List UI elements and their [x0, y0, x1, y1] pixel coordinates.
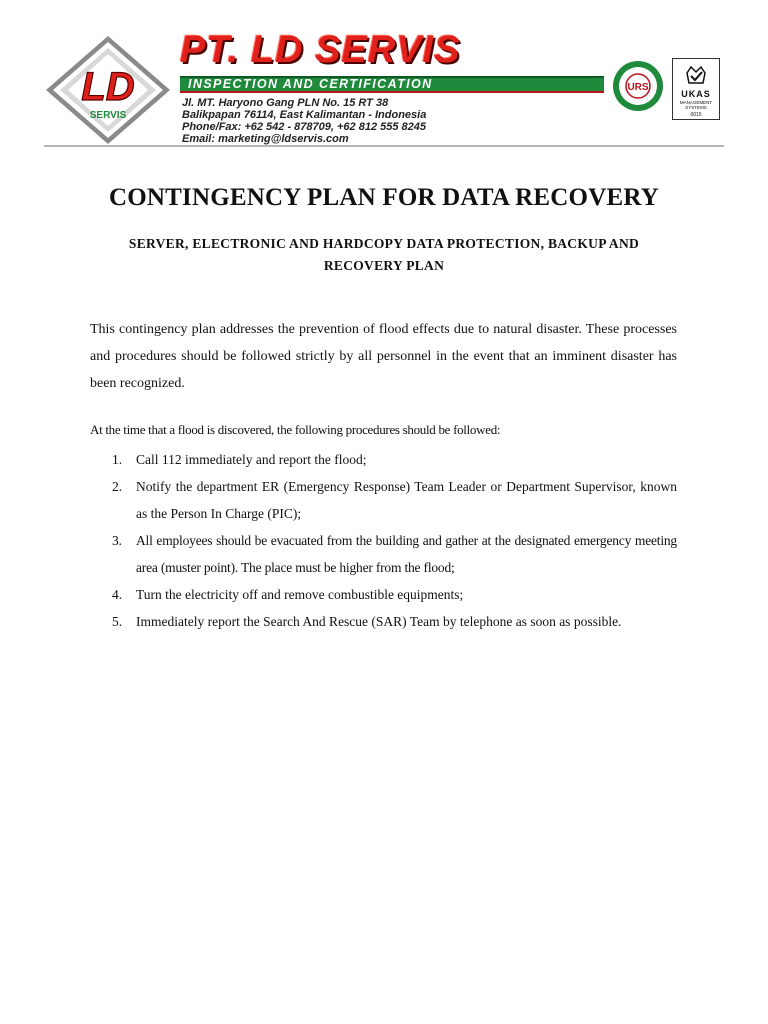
procedure-lead: At the time that a flood is discovered, the following procedures should be followed:	[90, 422, 501, 437]
procedure-list	[90, 446, 677, 635]
logo-text: LD	[81, 65, 135, 109]
list-text: Turn the electricity off and remove combustible equipments;	[136, 587, 464, 602]
list-number: 3.	[112, 533, 122, 548]
list-text: Immediately report the Search And Rescue (SAR) Team by telephone as soon as possible.	[136, 614, 622, 629]
intro-paragraph: This contingency plan addresses the prevention of flood effects due to natural disaster. These processes and procedures should be followed strictly by all personnel in the event that an imminent disaster has been recognized.	[90, 322, 677, 391]
ukas-label: UKAS	[681, 89, 711, 99]
list-item	[90, 446, 677, 473]
address-line-2: Balikpapan 76114, East Kalimantan - Indonesia	[182, 109, 427, 121]
company-name: PT. LD SERVIS	[180, 29, 461, 71]
certification-seal-icon	[612, 58, 664, 116]
address-line-1: Jl. MT. Haryono Gang PLN No. 15 RT 38	[182, 97, 389, 109]
email-address: Email: marketing@ldservis.com	[182, 133, 349, 145]
document-subtitle	[100, 233, 668, 277]
subtitle-line-1: SERVER, ELECTRONIC AND HARDCOPY DATA PROTECTION, BACKUP AND	[128, 236, 640, 251]
list-number: 1.	[112, 452, 123, 467]
list-number: 5.	[112, 614, 123, 629]
letterhead	[0, 0, 768, 150]
phone-fax: Phone/Fax: +62 542 - 878709, +62 812 555 8245	[182, 121, 427, 133]
list-item	[90, 527, 677, 581]
list-text: All employees should be evacuated from the building and gather at the designated emergency meeting area (muster point). The place must be higher from the flood;	[136, 533, 677, 575]
ukas-code: 0015	[690, 112, 702, 118]
ld-servis-logo	[44, 34, 172, 146]
logo-subtext: SERVIS	[89, 110, 127, 121]
subtitle-line-2: RECOVERY PLAN	[323, 258, 445, 273]
ukas-sub: MANAGEMENT SYSTEMS	[679, 100, 713, 110]
tagline: INSPECTION AND CERTIFICATION	[188, 77, 433, 91]
list-number: 4.	[112, 587, 123, 602]
tagline-bar	[180, 76, 604, 93]
header-divider	[44, 145, 724, 147]
document-title: CONTINGENCY PLAN FOR DATA RECOVERY	[109, 184, 659, 211]
list-item	[90, 473, 677, 527]
list-number: 2.	[112, 479, 123, 494]
seal-text: URS	[627, 82, 649, 93]
crown-tick-icon	[684, 63, 708, 87]
ukas-badge	[672, 58, 720, 120]
list-item	[90, 581, 677, 608]
list-text: Call 112 immediately and report the flood;	[136, 452, 367, 467]
list-text: Notify the department ER (Emergency Response) Team Leader or Department Supervisor, known as the Person In Charge (PIC);	[136, 479, 677, 521]
list-item	[90, 608, 677, 635]
